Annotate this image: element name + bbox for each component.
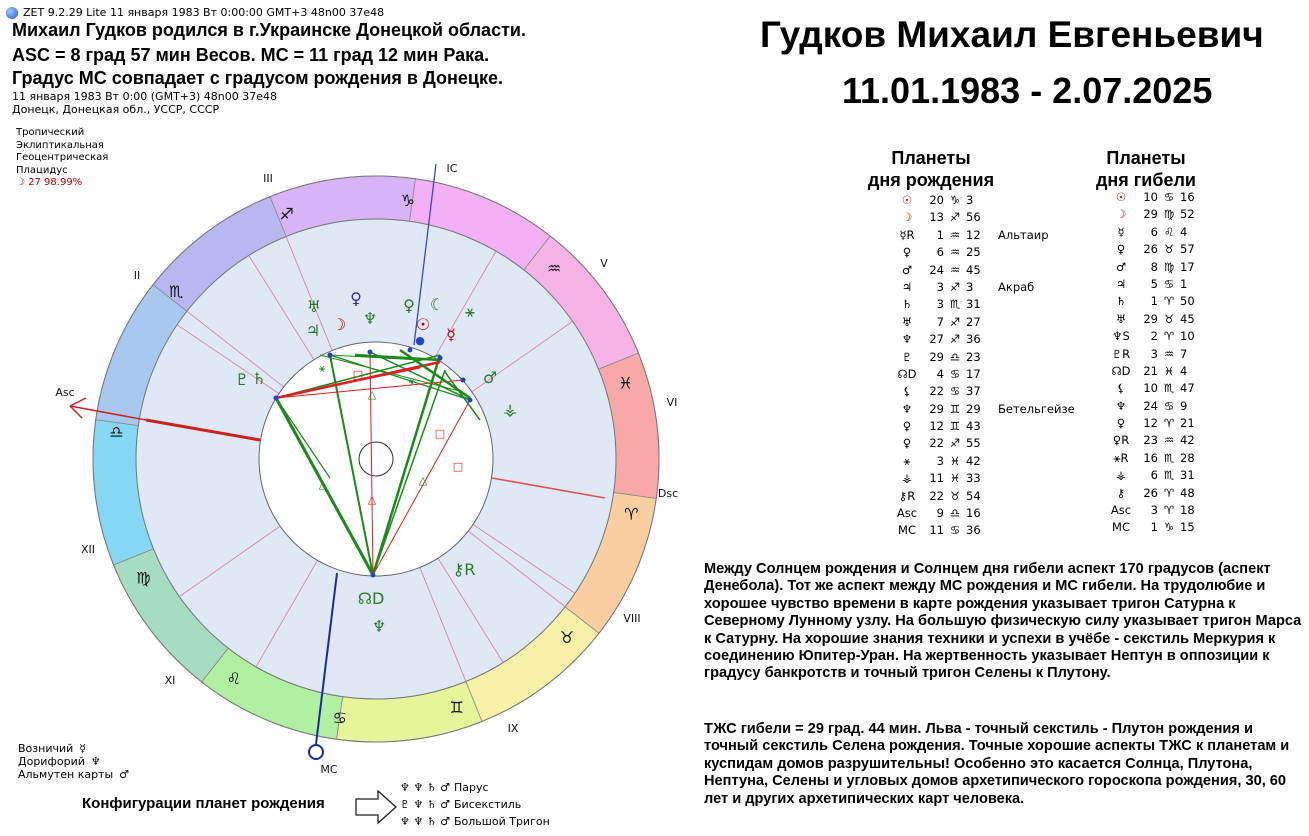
planet-row: ♀ 12 ♊ 43 [902,419,981,434]
house-label: II [133,269,141,282]
planet-row: ♆ 24 ♋ 9 [1115,398,1188,413]
zodiac-sign-glyph: ♋ [332,708,347,728]
planet-glyph: ♆ [362,309,378,328]
zodiac-sign-glyph: ♏ [168,282,184,302]
birth-date-line: 11 января 1983 Вт 0:00 (GMT+3) 48n00 37e48 [12,90,278,103]
mc-marker [309,745,323,759]
aspect-marker: △ [367,388,377,401]
planet-glyph: ☾ [429,295,445,314]
zodiac-sign-glyph: ♌ [226,668,242,688]
death-heading-1: Планеты [1106,148,1186,168]
planet-row: ♅ 7 ♐ 27 [901,314,981,329]
planet-point [468,398,473,403]
planet-point [274,396,279,401]
zodiac-sign-glyph: ♑ [400,190,415,210]
zodiac-sign-glyph: ♒ [546,259,562,279]
planet-glyph: ♃ [305,321,321,340]
planet-point [408,348,413,353]
planet-row: ⚹R 16 ♏ 28 [1113,450,1195,465]
planet-row: ☿ 6 ♌ 4 [1117,224,1188,239]
death-table-heading [1086,147,1206,191]
planet-row: ⚸ 22 ♋ 37 [902,384,981,399]
planet-row: ⚶ 11 ♓ 33 [902,471,981,486]
planet-row: ♃ 5 ♋ 1 [1115,276,1188,291]
birth-heading-2: дня рождения [867,170,995,190]
planet-row: ♆ 27 ♐ 36 [901,332,981,347]
planet-row: ⚹ 3 ♓ 42 [903,453,981,468]
planet-glyph: ♂ [482,368,498,387]
planet-row: ♇R 3 ♒ 7 [1111,346,1188,361]
header-line-3: Градус МС совпадает с градусом рождения в Донецке. [12,68,503,88]
planet-row: ⚷ 26 ♈ 48 [1116,485,1195,500]
header-line-2: ASC = 8 град 57 мин Весов. МС = 11 град 12 мин Рака. [12,45,490,65]
configurations-list [400,781,550,830]
planet-row: ☽ 13 ♐ 56 [901,210,981,225]
planet-point [438,356,443,361]
house-label: Dsc [657,487,679,500]
planet-glyph: ☿ [446,325,456,344]
planet-glyph: ♇ [234,370,250,389]
house-label: VI [666,396,678,409]
planet-row: ♅ 29 ♉ 45 [1115,311,1195,326]
planet-glyph: ♄ [251,369,267,388]
ruler-almuten: Альмутен карты ♂ [18,768,130,781]
aspect-marker: ⚹ [318,362,326,375]
setting-centric: Геоцентрическая [16,152,109,163]
config-grand-trine: ♆ ♆ ♄ ♂ Большой Тригон [400,815,550,828]
planet-row: ♄ 1 ♈ 50 [1115,294,1195,309]
planet-row: ♂ 24 ♒ 45 [901,262,981,277]
planet-point [328,353,333,358]
tzhs-description: ТЖС гибели = 29 град. 44 мин. Льва - точный секстиль - Плутон рождения и точный секстиль Селена рождения. Точные хорошие аспекты ТЖС к планетам и куспидам домов разрушительны! Особенно это касается Солнца, Плутона, Нептуна, Селены и угловых домов архетипического гороскопа рождения, 30, 60 лет и других архетипических карт человека. [704,721,1290,807]
config-sail: ♆ ♆ ♄ ♂ Парус [400,781,489,794]
aspect-marker: □ [452,460,464,473]
ruler-doryphory: Дорифорий ♆ [18,755,101,768]
planet-row: ♀ 12 ♈ 21 [1116,416,1195,431]
death-heading-2: дня гибели [1096,170,1196,190]
death-planets-table [1110,189,1200,537]
birth-table-heading [864,147,998,191]
planet-row: ♆S 2 ♈ 10 [1112,329,1195,344]
house-label: V [600,257,608,270]
house-label: XII [80,543,96,556]
planet-glyph: ♅ [306,297,322,316]
moon-phase: ☽ 27 98.99% [16,177,83,188]
zodiac-sign-glyph: ♈ [624,504,639,524]
zodiac-sign-glyph: ♍ [136,568,151,588]
planet-glyph: ⚹ [465,302,475,321]
header-line-1: Михаил Гудков родился в г.Украинске Донецкой области. [12,20,526,40]
zodiac-sign-glyph: ♊ [449,698,464,718]
planet-point [368,350,373,355]
zodiac-sign-glyph: ♓ [618,373,633,393]
zodiac-sign-glyph: ♉ [559,628,575,648]
planet-glyph: ☽ [331,315,347,334]
house-label: IC [446,162,458,175]
planet-row: ☿R 1 ♒ 12 Альтаир [899,227,1049,242]
house-label: IX [507,722,519,735]
setting-zodiac: Тропический [16,127,85,138]
aspect-marker: ⚹ [408,375,416,388]
planet-glyph: ☉ [415,315,431,334]
arrow-right-icon [354,788,398,826]
planet-row: ♀ 26 ♉ 57 [1116,242,1195,257]
planet-row: ⚶ 6 ♏ 31 [1116,468,1195,483]
planet-row: ⚷R 22 ♉ 54 [898,488,981,503]
planet-row: ⚸ 10 ♏ 47 [1116,381,1195,396]
setting-coords: Эклиптикальная [16,139,104,151]
aspect-marker: □ [352,368,364,381]
aspect-marker: △ [367,493,377,506]
planet-glyph: ♀ [350,289,362,308]
setting-houses: Плацидус [16,164,68,176]
planet-glyph: ☊D [357,589,385,608]
planet-row: ♇ 29 ♎ 23 [901,349,981,364]
house-label: VIII [623,612,641,625]
planet-glyph: ⚶ [503,400,517,419]
aspect-marker: △ [418,474,428,487]
planet-row: ♀R 23 ♒ 42 [1112,433,1195,448]
aspects-description: Между Солнцем рождения и Солнцем дня гибели аспект 170 градусов (аспект Денебола). Тот же аспект между МС рождения и МС гибели. На трудолюбие и хорошее чувство времени в карте рождения указывает тригон Сатурна к Северному Лунному узлу. На большую физическую силу указывает тригон Марса к Сатурну. На хорошие знания техники и успехи в учёбе - секстиль Меркурия к соединению Юпитер-Уран. На жертвенность указывает Нептун в оппозиции к градусу банкротств и точный тригон Селены к Плутону. [704,561,1302,682]
house-label: XI [164,674,176,687]
planet-glyph: ⚷R [452,560,476,579]
planet-row: ♆ 29 ♊ 29 Бетельгейзе [901,401,1075,416]
planet-row: MC 11 ♋ 36 [898,523,981,538]
planet-row: Asc 9 ♎ 16 [896,506,981,521]
planet-row: ☊D 21 ♓ 4 [1111,363,1188,378]
planet-row: ♀ 22 ♐ 55 [902,436,981,451]
house-label: MC [320,763,338,776]
configurations-title: Конфигурации планет рождения [82,795,325,812]
person-dates: 11.01.1983 - 2.07.2025 [842,70,1213,111]
planet-row: ♂ 8 ♍ 17 [1115,259,1195,274]
planet-row: ☽ 29 ♍ 52 [1115,207,1195,222]
zodiac-sign-glyph: ♐ [279,204,294,224]
natal-chart-wheel[interactable] [0,140,700,780]
birth-place-line: Донецк, Донецкая обл., УССР, СССР [12,103,220,116]
planet-row: ☉ 10 ♋ 16 [1115,190,1195,204]
ruler-charioteer: Возничий ☿ [18,742,87,755]
birth-heading-1: Планеты [891,148,971,168]
person-name: Гудков Михаил Евгеньевич [760,14,1264,55]
planet-row: ♃ 3 ♐ 3 Акраб [901,279,1035,294]
planet-row: Asc 3 ♈ 18 [1110,503,1195,518]
app-icon [6,7,18,19]
aspect-marker: □ [434,427,446,440]
aspect-marker: △ [318,478,328,491]
planet-row: ☉ 20 ♑ 3 [901,193,974,207]
zodiac-sign-glyph: ♎ [109,422,124,442]
house-label: III [263,172,273,185]
planet-row: ♀ 6 ♒ 25 [902,245,981,260]
chart-center [359,442,393,476]
house-label: Asc [55,386,75,399]
app-title: ZET 9.2.29 Lite 11 января 1983 Вт 0:00:00 GMT+3 48n00 37e48 [23,6,385,19]
planet-point [461,378,466,383]
birth-planets-table [896,192,1075,540]
planet-row: ♄ 3 ♏ 31 [901,297,981,312]
config-bisextile: ♇ ♆ ♄ ♂ Бисекстиль [400,798,522,811]
rulers-legend [18,742,129,783]
app-titlebar [6,6,384,19]
planet-glyph: ♀ [403,296,415,315]
planet-row: MC 1 ♑ 15 [1112,520,1195,535]
planet-glyph: ♆ [371,617,387,636]
planet-point [371,573,376,578]
aspect-marker: ● [415,334,425,347]
planet-row: ☊D 4 ♋ 17 [897,366,981,381]
